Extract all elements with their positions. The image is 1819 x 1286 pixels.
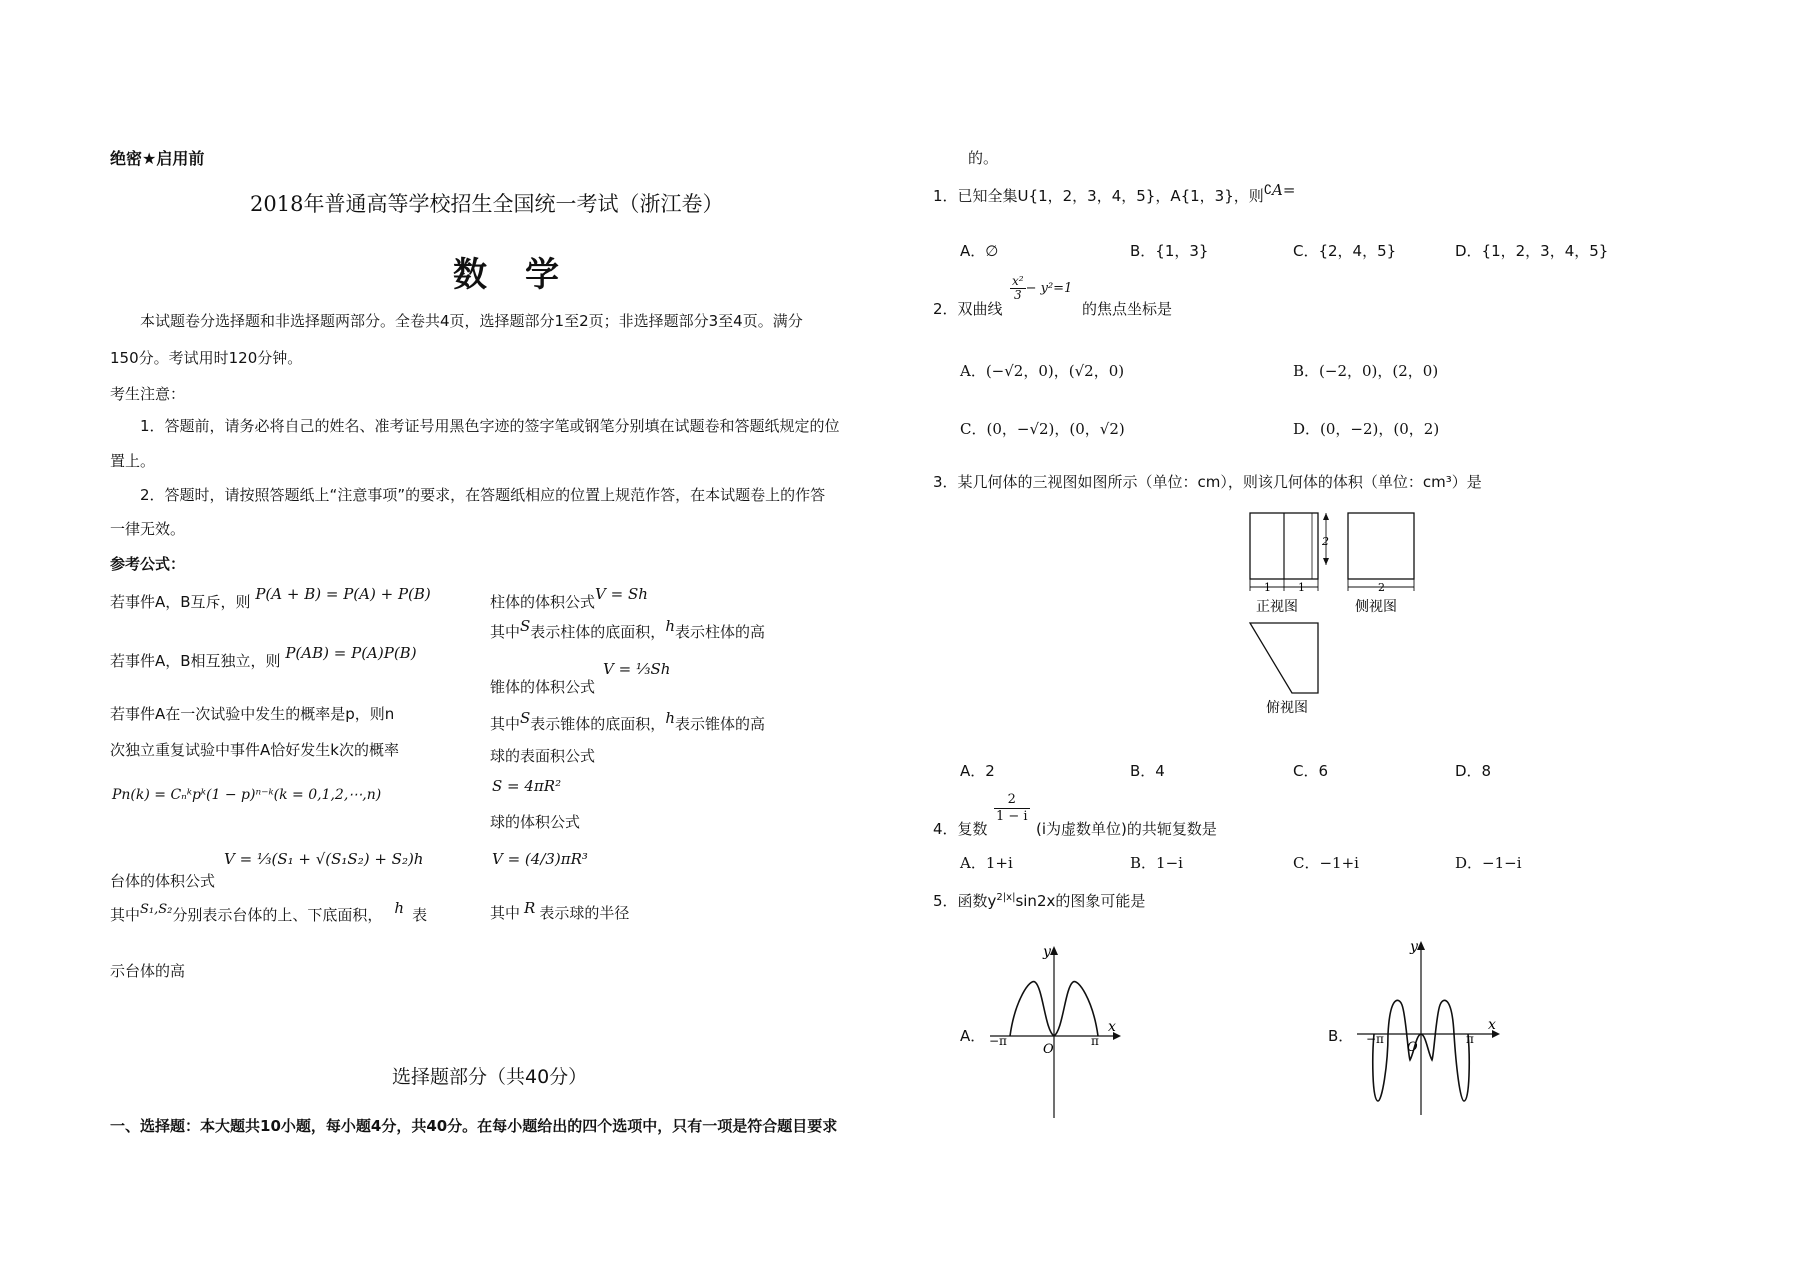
q4-formula-den: 1 − i [996,809,1028,824]
q4-formula [994,792,1030,825]
q3-option-d: D．8 [1455,762,1492,780]
q2-stem-a: 2．双曲线 [933,300,1003,318]
q2-option-d: D．(0，−2)，(0，2) [1293,420,1440,438]
subject-title: 数 学 [453,255,561,295]
graph-b-origin: O [1407,1040,1418,1055]
q5-graph-a [985,940,1125,1122]
formula-cone-text: 锥体的体积公式 [490,678,596,696]
formula-independent [110,644,417,671]
side-view-label: 侧视图 [1355,599,1397,615]
formula-frustum-note-sym: S₁,S₂ [140,902,173,917]
q2-formula-num: x² [1012,274,1024,288]
q2-option-a: A．(−√2，0)，(√2，0) [960,362,1125,380]
dim-front-right: 1 [1298,581,1305,594]
q4-option-c: C．−1+i [1293,854,1359,872]
formula-independent-text: 若事件A，B相互独立，则 [110,652,281,670]
q2-formula-tail: − y²=1 [1025,281,1073,296]
graph-a-pi: π [1091,1034,1099,1048]
q2-option-b: B．(−2，0)，(2，0) [1293,362,1439,380]
q4-stem-a: 4．复数 [933,820,988,838]
q4-formula-num: 2 [994,792,1030,809]
q5-stem-b: sin2x的图象可能是 [1015,892,1146,910]
formula-frustum-note-b: 分别表示台体的上、下底面积， [172,906,383,924]
formula-binomial-text-a: 若事件A在一次试验中发生的概率是p，则n [110,705,395,723]
notice-item-2b: 一律无效。 [110,520,186,538]
section-instruction: 一、选择题：本大题共10小题，每小题4分，共40分。在每小题给出的四个选项中，只有一项是符合题目要求 [110,1117,838,1135]
formula-mutex-text: 若事件A，B互斥，则 [110,593,251,611]
secret-label: 绝密★启用前 [110,149,205,168]
notice-item-2a: 2．答题时，请按照答题纸上“注意事项”的要求，在答题纸相应的位置上规范作答，在本试题卷上的作答 [140,486,826,504]
formula-cone-math: V = ⅓Sh [603,660,671,678]
formula-sphere-note [490,899,630,923]
graph-b-y-label: y [1410,939,1418,955]
formula-sphere-note-sym: R [524,899,536,917]
formula-frustum-note-c: 表 [412,906,428,924]
q5-stem [933,890,1145,911]
q1-stem-tail: A= [1272,181,1296,199]
q1-stem [933,181,1296,206]
formula-sphere-note-a: 其中 [490,904,521,922]
notice-item-1b: 置上。 [110,452,156,470]
q4-option-d: D．−1−i [1455,854,1522,872]
formula-frustum-note-h: h [394,899,405,917]
graph-a-origin: O [1043,1042,1054,1057]
dim-front-left: 1 [1264,581,1271,594]
q3-three-view-figure [1240,505,1440,717]
q5-stem-sup: 2|x| [996,892,1016,903]
q5-option-b-label: B． [1328,1027,1354,1045]
formula-cone-note-sym: S [520,709,531,727]
formula-binomial-math: Pn(k) = Cₙᵏpᵏ(1 − p)ⁿ⁻ᵏ(k = 0,1,2,⋯,n) [112,787,382,803]
formulas-heading: 参考公式： [110,555,186,573]
q5-graph-b [1352,935,1504,1120]
q5-stem-a: 5．函数y [933,892,997,910]
exam-title: 2018年普通高等学校招生全国统一考试（浙江卷） [250,192,724,216]
graph-b-neg-pi: −π [1366,1032,1384,1046]
q1-option-c: C．{2，4，5} [1293,242,1397,260]
q2-option-c: C．(0，−√2)，(0，√2) [960,420,1125,438]
q4-option-b: B．1−i [1130,854,1183,872]
intro-line-2: 150分。考试用时120分钟。 [110,349,303,367]
q2-formula-den: 3 [1013,288,1022,302]
top-view-label: 俯视图 [1266,700,1308,716]
formula-prism-note [490,617,765,642]
q1-option-a: A．∅ [960,242,999,260]
formula-prism-note-c: 表示柱体的高 [674,623,765,641]
section-title: 选择题部分（共40分） [392,1066,588,1088]
top-view-shape [1250,623,1318,693]
formula-cone-note-c: 表示锥体的高 [674,715,765,733]
formula-independent-math: P(AB) = P(A)P(B) [285,644,417,662]
side-view-shape [1348,513,1414,579]
intro-line-1: 本试题卷分选择题和非选择题两部分。全卷共4页，选择题部分1至2页；非选择题部分3至4页。满分 [140,312,803,330]
formula-frustum-math: V = ⅓(S₁ + √(S₁S₂) + S₂)h [224,850,424,868]
formula-prism-math: V = Sh [595,585,648,603]
q2-formula [1010,275,1072,302]
formula-prism-text: 柱体的体积公式 [490,593,596,611]
formula-mutex [110,585,431,612]
graph-a-x-label: x [1108,1019,1116,1035]
graph-a-neg-pi: −π [989,1034,1007,1048]
notice-heading: 考生注意： [110,385,186,403]
formula-sphere-area-text: 球的表面积公式 [490,747,596,765]
formula-cone-note [490,709,765,734]
q3-option-c: C．6 [1293,762,1329,780]
formula-prism [490,585,648,612]
q2-stem-b: 的焦点坐标是 [1082,300,1173,318]
formula-mutex-math: P(A + B) = P(A) + P(B) [255,585,431,603]
formula-sphere-note-b: 表示球的半径 [539,904,630,922]
q5-option-a-label: A． [960,1027,986,1045]
formula-cone-note-h: h [665,709,675,727]
q1-option-d: D．{1，2，3，4，5} [1455,242,1609,260]
dim-side-width: 2 [1378,581,1385,594]
q3-stem: 3．某几何体的三视图如图所示（单位：cm），则该几何体的体积（单位：cm³）是 [933,473,1482,491]
dim-front-height: 2 [1322,535,1329,548]
q4-stem-b: (i为虚数单位)的共轭复数是 [1036,820,1217,838]
q1-option-b: B．{1，3} [1130,242,1209,260]
formula-prism-note-a: 其中 [490,623,521,641]
formula-cone-note-b: 表示锥体的底面积， [530,715,666,733]
formula-prism-note-h: h [665,617,675,635]
graph-b-x-label: x [1488,1017,1496,1033]
formula-sphere-area-math: S = 4πR² [492,777,562,795]
q1-stem-text: 1．已知全集U{1，2，3，4，5}，A{1，3}，则 [933,187,1264,205]
formula-sphere-volume-text: 球的体积公式 [490,813,581,831]
formula-frustum-text: 台体的体积公式 [110,872,216,890]
formula-cone-note-a: 其中 [490,715,521,733]
q3-option-a: A．2 [960,762,995,780]
formula-frustum-note [110,899,428,925]
formula-binomial-text-b: 次独立重复试验中事件A恰好发生k次的概率 [110,741,399,759]
q4-option-a: A．1+i [960,854,1013,872]
graph-a-y-label: y [1043,944,1051,960]
instruction-continuation: 的。 [968,149,999,167]
graph-b-pi: π [1466,1032,1474,1046]
formula-frustum-note-a: 其中 [110,906,141,924]
notice-item-1a: 1．答题前，请务必将自己的姓名、准考证号用黑色字迹的签字笔或钢笔分别填在试题卷和答题纸规定的位 [140,417,840,435]
q3-option-b: B．4 [1130,762,1165,780]
front-view-label: 正视图 [1256,599,1298,615]
formula-prism-note-b: 表示柱体的底面积， [530,623,666,641]
formula-prism-note-sym: S [520,617,531,635]
formula-frustum-note-d: 示台体的高 [110,962,186,980]
formula-sphere-volume-math: V = (4/3)πR³ [492,850,588,868]
complement-symbol: ∁ [1263,183,1273,198]
